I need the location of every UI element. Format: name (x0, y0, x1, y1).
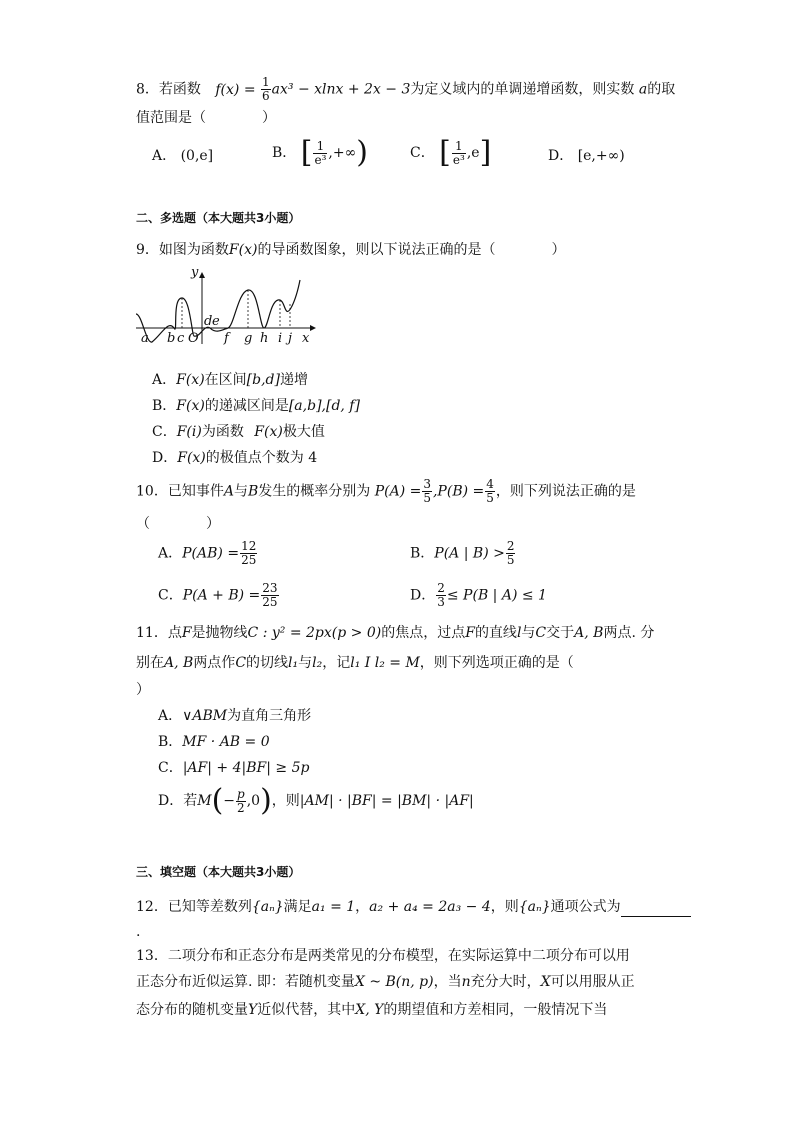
graph-label-x: x (302, 331, 310, 346)
q12-seq: {aₙ} (251, 899, 284, 915)
option-text: 极大值 (282, 424, 325, 440)
q13-text: 正态分布近似运算. 即：若随机变量 (136, 974, 355, 990)
option-expr: ≤ P(B | A) ≤ 1 (446, 587, 547, 604)
q9-stem-text2: 的导函数图象，则以下说法正确的是（ ） (257, 242, 566, 258)
q11-C: C (535, 625, 547, 641)
q10-option-c[interactable] (158, 582, 280, 609)
paren-right: ) (260, 783, 272, 818)
option-label: D． (152, 450, 178, 466)
q11-text: 是抛物线 (191, 625, 248, 641)
q11-option-c[interactable] (158, 758, 309, 778)
q11-text: 两点. 分 (603, 625, 655, 641)
q8-frac-c (452, 140, 466, 167)
q11-text: 的直线 (474, 625, 517, 641)
q11-AB: A, B (574, 625, 604, 641)
q11-text: ，则下列选项正确的是（ (419, 655, 574, 671)
frac-den: 3 (437, 595, 445, 609)
q9-option-a[interactable] (152, 370, 308, 390)
option-expr: P(AB) = (182, 545, 240, 562)
frac-den: e³ (314, 152, 327, 167)
q11-AB: A, B (164, 655, 194, 671)
q10-option-b[interactable] (410, 540, 516, 567)
graph-label-d: d (204, 314, 213, 329)
q9-stem (136, 240, 565, 260)
option-expr: ∨ABM (182, 708, 228, 724)
q8-stem-post: 为定义域内的单调递增函数，则实数 (410, 81, 635, 98)
minus-sign: − (223, 793, 236, 809)
q11-text: 与 (298, 655, 313, 671)
option-frac (236, 788, 246, 815)
option-value: [e,+∞) (577, 148, 625, 164)
q8-var-a: a (638, 81, 648, 98)
q11-intersection: l₁ I l₂ = M (350, 655, 420, 671)
option-label: C． (158, 587, 183, 604)
option-label: C． (410, 145, 435, 161)
q9-stem-text: 9．如图为函数 (136, 242, 229, 258)
graph-label-h: h (260, 331, 269, 346)
q10-stem (136, 478, 636, 512)
frac-den: 6 (262, 89, 270, 103)
option-label: A． (158, 545, 183, 562)
y-axis-arrow (199, 272, 205, 278)
q8-frac-b (313, 140, 327, 167)
option-frac (436, 582, 446, 609)
frac-den: 5 (486, 491, 494, 505)
q10-frac-pb (485, 478, 495, 505)
frac-num: 4 (486, 477, 494, 491)
q13-text: 可以用服从正 (550, 974, 635, 990)
q9-derivative-graph (134, 264, 318, 348)
q13-text: ，当 (433, 974, 462, 990)
option-label: C． (158, 760, 183, 776)
option-label: A． (158, 708, 183, 724)
q12-text: ，则 (490, 899, 519, 915)
graph-label-o: O (188, 331, 199, 346)
graph-label-y: y (191, 265, 199, 280)
option-text: ，则 (271, 793, 300, 809)
q9-Fx: F(x) (177, 450, 206, 466)
q8-func: f(x) = (215, 81, 261, 98)
q13-line1: 13．二项分布和正态分布是两类常见的分布模型，在实际运算中二项分布可以用 (136, 948, 630, 964)
q13-n: n (461, 974, 471, 990)
graph-label-e: e (212, 314, 220, 329)
q11-l: l (516, 625, 522, 641)
option-interval: [a,b],[d, f] (288, 398, 360, 414)
graph-label-c: c (177, 331, 185, 346)
option-label: C． (152, 424, 177, 440)
q11-text: ，记 (322, 655, 351, 671)
frac-den: e³ (452, 152, 465, 167)
graph-label-a: a (141, 331, 149, 346)
q8-line2: 值范围是（ ） (136, 110, 276, 126)
x-axis-arrow (310, 325, 316, 331)
frac-den: 5 (423, 491, 431, 505)
q13-text: 的期望值和方差相同，一般情况下当 (383, 1002, 608, 1018)
frac-den: 25 (241, 553, 257, 567)
q11-C: C (235, 655, 247, 671)
option-text: 为直角三角形 (227, 708, 312, 724)
q11-F: F (465, 625, 475, 641)
q9-Fi: F(i) (176, 424, 202, 440)
q11-option-b[interactable] (158, 732, 270, 752)
q12-stem (136, 897, 691, 917)
option-label: A． (152, 372, 177, 388)
option-label: B． (410, 545, 435, 562)
q12-seq: {aₙ} (518, 899, 551, 915)
frac-num: 2 (506, 539, 515, 553)
q11-text: 11．点 (136, 625, 182, 641)
option-frac (506, 540, 516, 567)
q8-stem: 8．若函数 (136, 81, 201, 98)
option-tail: ,0 (246, 793, 261, 809)
graph-label-g: g (244, 331, 253, 346)
q10-stem-text: 发生的概率分别为 (258, 483, 371, 500)
graph-label-i: i (278, 331, 283, 346)
q13-text: 充分大时， (470, 974, 541, 990)
option-label: B． (158, 734, 183, 750)
option-tail: ,e (466, 145, 480, 161)
frac-den: 25 (262, 595, 278, 609)
q8-stem-end: 的取 (647, 81, 676, 98)
option-tail: ,+∞ (328, 145, 357, 161)
option-text: 的极值点个数为 (205, 450, 304, 466)
q11-parabola: C : y² = 2px(p > 0) (247, 625, 382, 641)
bracket-left: [ (300, 135, 313, 170)
option-number: 4 (308, 450, 318, 466)
option-expr: P(A | B) > (434, 545, 505, 562)
q13-X: X (540, 974, 551, 990)
q10-pb: ,P(B) = (432, 483, 485, 500)
frac-num: 1 (262, 75, 270, 89)
q11-text: 与 (521, 625, 536, 641)
option-expr: |AM| · |BF| = |BM| · |AF| (299, 793, 474, 809)
q13-line2 (136, 972, 635, 992)
option-text: 在区间 (204, 372, 247, 388)
q8-options (152, 135, 652, 174)
q8-option-b[interactable] (272, 135, 368, 170)
option-label: A． (152, 148, 177, 164)
frac-num: 23 (262, 581, 278, 595)
bracket-left: [ (439, 135, 451, 170)
option-frac (261, 582, 278, 609)
q12-text: 满足 (283, 899, 312, 915)
option-label: D． (410, 587, 436, 604)
option-expr: P(A + B) = (182, 587, 261, 604)
q11-line3: ） (136, 682, 150, 698)
frac-num: 2 (437, 581, 445, 595)
q9-Fx: F(x) (254, 424, 283, 440)
q13-text: 态分布的随机变量 (136, 1002, 248, 1018)
q12-dot: . (136, 924, 141, 940)
q11-text: 的切线 (246, 655, 289, 671)
option-value: (0,e] (180, 148, 214, 164)
q9-option-d[interactable] (152, 448, 317, 468)
option-expr: |AF| + 4|BF| ≥ 5p (182, 760, 310, 776)
q13-line3 (136, 1000, 607, 1020)
q10-option-a[interactable] (158, 540, 258, 567)
frac-num: 12 (241, 539, 257, 553)
q8-option-a[interactable] (152, 146, 213, 166)
graph-label-f: f (224, 331, 229, 346)
q10-paren: （ ） (136, 516, 220, 532)
q10-event-a: A (223, 483, 234, 500)
q11-text: 两点作 (193, 655, 236, 671)
frac-den: 5 (506, 553, 515, 567)
q10-pa: P(A) = (374, 483, 422, 500)
q8-option-d[interactable] (548, 146, 625, 166)
q13-XY: X, Y (355, 1002, 384, 1018)
q13-binomial: X ~ B(n, p) (354, 974, 434, 990)
q11-text: 别在 (136, 655, 164, 671)
q9-option-b[interactable] (152, 396, 360, 416)
q8-func-tail: ax³ − xlnx + 2x − 3 (271, 81, 411, 98)
q12-answer-blank[interactable] (621, 902, 691, 917)
q8-line1 (136, 76, 675, 103)
q12-text: 通项公式为 (550, 899, 621, 915)
option-text: 为函数 (201, 424, 244, 440)
q8-frac-half (261, 76, 271, 103)
q10-stem-text: ，则下列说法正确的是 (495, 483, 636, 500)
q11-option-a[interactable] (158, 706, 311, 726)
q10-option-d[interactable] (410, 582, 547, 609)
q12-cond1: a₁ = 1 (311, 899, 356, 915)
q11-line2 (136, 653, 574, 673)
option-M: M (197, 793, 212, 809)
graph-label-j: j (288, 331, 293, 346)
option-frac (240, 540, 257, 567)
frac-num: 1 (316, 138, 325, 153)
q9-Fx: F(x) (228, 242, 258, 258)
q8-option-c[interactable] (410, 135, 492, 170)
option-label: B． (272, 145, 297, 161)
section-2-title: 二、多选题（本大题共3小题） (136, 211, 301, 225)
option-label: D． (548, 148, 574, 164)
graph-label-b: b (167, 331, 176, 346)
q12-text: 12．已知等差数列 (136, 899, 252, 915)
q11-option-d[interactable] (158, 783, 474, 822)
q10-frac-pa (422, 478, 432, 505)
q13-text: 近似代替，其中 (257, 1002, 356, 1018)
frac-den: 2 (237, 800, 245, 815)
q10-event-b: B (247, 483, 259, 500)
option-label: B． (152, 398, 177, 414)
frac-num: 3 (423, 477, 431, 491)
q12-text: ， (355, 899, 370, 915)
derivative-curve (136, 280, 300, 342)
q12-cond2: a₂ + a₄ = 2a₃ − 4 (369, 899, 491, 915)
paren-left: ( (211, 783, 224, 818)
frac-num: p (237, 786, 245, 801)
q11-line1 (136, 623, 654, 643)
option-interval: [b,d] (246, 372, 280, 388)
option-text: 的递减区间是 (204, 398, 289, 414)
q9-option-c[interactable] (152, 422, 325, 442)
frac-num: 1 (455, 138, 463, 153)
option-text: 递增 (279, 372, 308, 388)
option-label: D．若 (158, 793, 198, 809)
q11-text: 交于 (546, 625, 575, 641)
q10-stem-text: 10．已知事件 (136, 483, 224, 500)
q9-Fx: F(x) (176, 372, 205, 388)
q11-F: F (181, 625, 192, 641)
option-expr: MF · AB = 0 (182, 734, 270, 750)
q10-stem-text: 与 (233, 483, 248, 500)
q11-l1: l₁ (288, 655, 299, 671)
bracket-right: ] (479, 135, 492, 170)
bracket-right: ) (356, 135, 368, 170)
q11-l2: l₂ (312, 655, 323, 671)
q9-Fx: F(x) (176, 398, 205, 414)
q11-text: 的焦点，过点 (381, 625, 466, 641)
q13-Y: Y (248, 1002, 258, 1018)
section-3-title: 三、填空题（本大题共3小题） (136, 865, 301, 879)
